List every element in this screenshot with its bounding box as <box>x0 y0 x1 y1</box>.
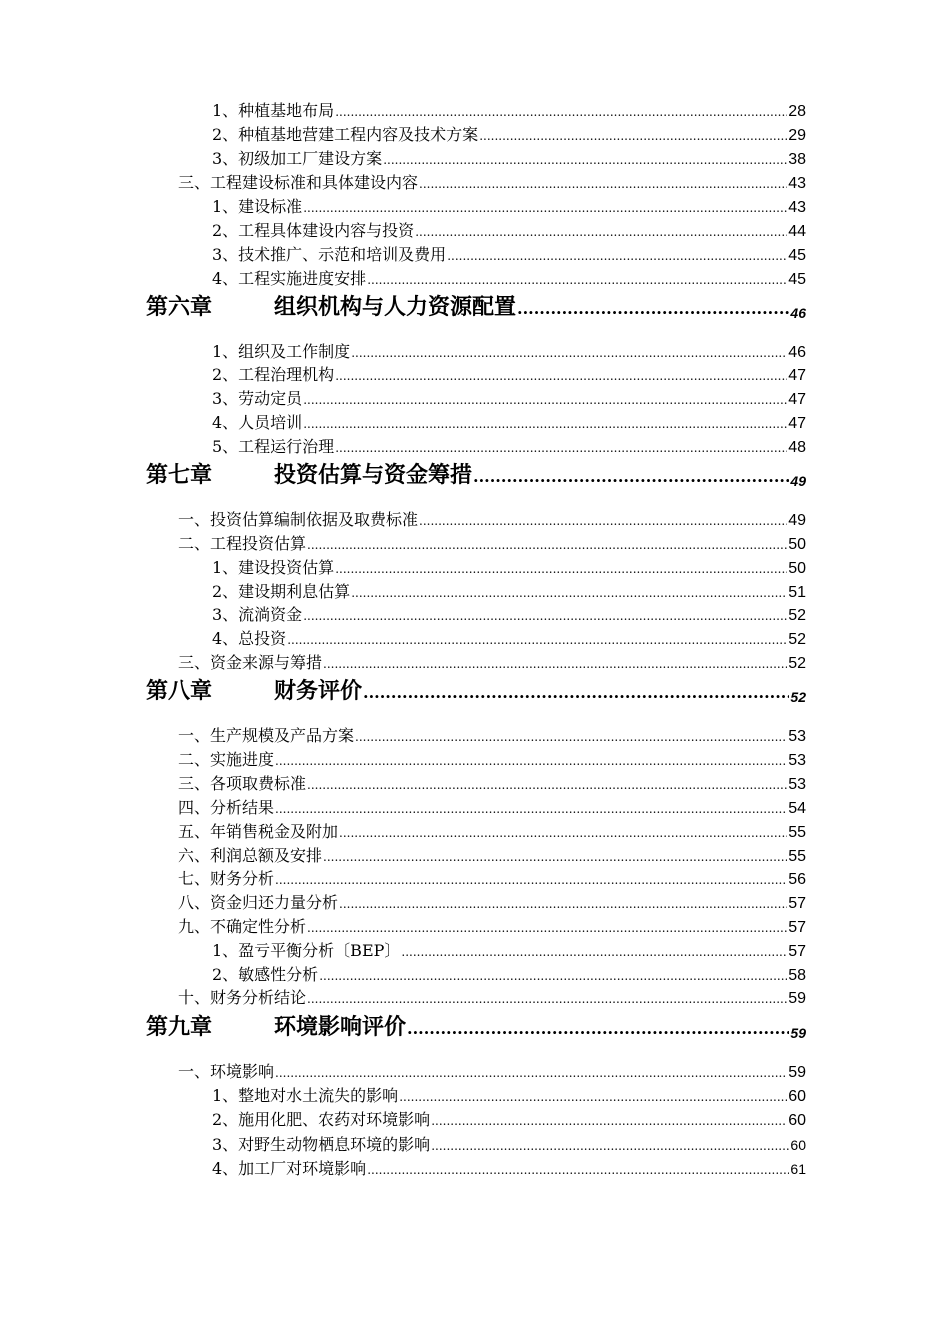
dot-leader <box>351 586 787 600</box>
toc-entry <box>212 98 806 122</box>
page-number: 57 <box>788 895 806 912</box>
dot-leader <box>339 826 787 840</box>
page-number: 56 <box>788 871 806 888</box>
page-number: 50 <box>788 536 806 553</box>
page-number: 52 <box>788 631 806 648</box>
page-number: 53 <box>788 728 806 745</box>
entry-label: 4、总投资 <box>212 629 287 648</box>
dot-leader <box>323 850 787 864</box>
dot-leader <box>363 683 789 702</box>
entry-label: 十、财务分析结论 <box>178 988 307 1007</box>
entry-label: 4、工程实施进度安排 <box>212 269 367 288</box>
chapter-number: 第六章 <box>146 295 213 320</box>
page-number: 55 <box>788 824 806 841</box>
toc-chapter-heading <box>146 674 806 708</box>
page-number: 45 <box>788 271 806 288</box>
entry-label: 2、工程具体建设内容与投资 <box>212 221 415 240</box>
entry-label: 3、对野生动物栖息环境的影响 <box>212 1135 431 1154</box>
dot-leader <box>335 105 787 119</box>
entry-label: 四、分析结果 <box>178 798 275 817</box>
page-number: 52 <box>790 689 806 705</box>
entry-label: 一、环境影响 <box>178 1062 275 1081</box>
entry-label: 六、利润总额及安排 <box>178 846 323 865</box>
toc-entry <box>212 1132 806 1156</box>
chapter-name: 组织机构与人力资源配置 <box>274 295 517 320</box>
page-number: 54 <box>788 800 806 817</box>
entry-label: 1、建设标准 <box>212 197 303 216</box>
dot-leader <box>303 393 787 407</box>
entry-label: 二、工程投资估算 <box>178 534 307 553</box>
entry-label: 八、资金归还力量分析 <box>178 893 339 912</box>
dot-leader <box>399 1090 787 1104</box>
toc-entry <box>212 1107 806 1131</box>
entry-label: 3、劳动定员 <box>212 389 303 408</box>
entry-label: 1、盈亏平衡分析〔BEP〕 <box>212 941 401 960</box>
dot-leader <box>367 273 787 287</box>
toc-entry <box>212 266 806 290</box>
toc-entry <box>212 938 806 962</box>
page-number: 50 <box>788 560 806 577</box>
dot-leader <box>275 754 787 768</box>
dot-leader <box>303 609 787 623</box>
page-number: 57 <box>788 919 806 936</box>
toc-entry <box>212 362 806 386</box>
entry-label: 一、投资估算编制依据及取费标准 <box>178 510 419 529</box>
toc-chapter-heading <box>146 458 806 492</box>
dot-leader <box>367 1163 789 1177</box>
toc-entry <box>178 747 806 771</box>
entry-label: 2、种植基地营建工程内容及技术方案 <box>212 125 479 144</box>
entry-label: 3、流淌资金 <box>212 605 303 624</box>
dot-leader <box>419 177 787 191</box>
entry-label: 2、工程治理机构 <box>212 365 335 384</box>
toc-entry <box>212 962 806 986</box>
page-number: 59 <box>788 1064 806 1081</box>
toc-entry <box>212 555 806 579</box>
toc-entry <box>212 626 806 650</box>
page-number: 49 <box>788 512 806 529</box>
dot-leader <box>473 467 789 486</box>
page-number: 45 <box>788 247 806 264</box>
dot-leader <box>307 778 787 792</box>
dot-leader <box>415 225 787 239</box>
toc-entry <box>212 602 806 626</box>
entry-label: 五、年销售税金及附加 <box>178 822 339 841</box>
entry-label: 1、种植基地布局 <box>212 101 335 120</box>
toc-entry <box>212 1156 806 1180</box>
dot-leader <box>335 369 787 383</box>
page-number: 51 <box>788 584 806 601</box>
page-number: 47 <box>788 391 806 408</box>
dot-leader <box>335 441 787 455</box>
chapter-name: 财务评价 <box>274 679 363 704</box>
entry-label: 2、敏感性分析 <box>212 965 319 984</box>
dot-leader <box>447 249 787 263</box>
toc-entry <box>178 795 806 819</box>
dot-leader <box>275 1066 787 1080</box>
dot-leader <box>431 1139 789 1153</box>
dot-leader <box>275 802 787 816</box>
entry-label: 5、工程运行治理 <box>212 437 335 456</box>
dot-leader <box>383 153 787 167</box>
toc-entry <box>212 579 806 603</box>
entry-label: 七、财务分析 <box>178 869 275 888</box>
entry-label: 2、建设期利息估算 <box>212 582 351 601</box>
toc-entry <box>178 170 806 194</box>
entry-label: 1、组织及工作制度 <box>212 342 351 361</box>
toc-entry <box>212 386 806 410</box>
page-number: 44 <box>788 223 806 240</box>
dot-leader <box>307 538 787 552</box>
dot-leader <box>355 730 787 744</box>
toc-chapter-heading <box>146 290 806 324</box>
page-number: 60 <box>788 1088 806 1105</box>
page-number: 49 <box>790 473 806 489</box>
dot-leader <box>335 562 787 576</box>
chapter-title <box>146 458 472 489</box>
dot-leader <box>419 514 787 528</box>
dot-leader <box>339 897 787 911</box>
toc-entry <box>178 985 806 1009</box>
toc-entry <box>178 771 806 795</box>
page-number: 57 <box>788 943 806 960</box>
entry-label: 三、各项取费标准 <box>178 774 307 793</box>
chapter-title <box>146 674 362 705</box>
dot-leader <box>431 1114 787 1128</box>
dot-leader <box>307 992 787 1006</box>
page-number: 29 <box>788 127 806 144</box>
entry-label: 3、技术推广、示范和培训及费用 <box>212 245 447 264</box>
toc-entry <box>178 650 806 674</box>
page-number: 48 <box>788 439 806 456</box>
dot-leader <box>517 299 789 318</box>
page-number: 28 <box>788 103 806 120</box>
entry-label: 4、加工厂对环境影响 <box>212 1159 367 1178</box>
toc-entry <box>178 914 806 938</box>
chapter-name: 投资估算与资金筹措 <box>274 463 473 488</box>
dot-leader <box>401 945 787 959</box>
dot-leader <box>307 921 787 935</box>
toc-entry <box>178 507 806 531</box>
chapter-title <box>146 1010 406 1041</box>
toc-entry <box>178 531 806 555</box>
dot-leader <box>275 873 787 887</box>
page-number: 59 <box>790 1025 806 1041</box>
page-number: 60 <box>788 1112 806 1129</box>
toc-entry <box>212 434 806 458</box>
entry-label: 三、资金来源与筹措 <box>178 653 323 672</box>
entry-label: 1、建设投资估算 <box>212 558 335 577</box>
chapter-number: 第九章 <box>146 1015 213 1040</box>
entry-label: 2、施用化肥、农药对环境影响 <box>212 1110 431 1129</box>
page-number: 55 <box>788 848 806 865</box>
toc-entry <box>212 339 806 363</box>
chapter-name: 环境影响评价 <box>274 1015 407 1040</box>
chapter-number: 第七章 <box>146 463 213 488</box>
dot-leader <box>303 417 787 431</box>
page-number: 58 <box>788 967 806 984</box>
toc-entry <box>212 146 806 170</box>
page-number: 46 <box>790 305 806 321</box>
entry-label: 九、不确定性分析 <box>178 917 307 936</box>
chapter-title <box>146 290 516 321</box>
dot-leader <box>287 633 787 647</box>
page-number: 43 <box>788 199 806 216</box>
entry-label: 1、整地对水土流失的影响 <box>212 1086 399 1105</box>
toc-entry <box>212 242 806 266</box>
entry-label: 三、工程建设标准和具体建设内容 <box>178 173 419 192</box>
page-number: 52 <box>788 655 806 672</box>
dot-leader <box>351 346 787 360</box>
toc-entry <box>178 890 806 914</box>
toc-entry <box>212 1083 806 1107</box>
page-number: 47 <box>788 415 806 432</box>
chapter-number: 第八章 <box>146 679 213 704</box>
page-number: 53 <box>788 752 806 769</box>
page-number: 38 <box>788 151 806 168</box>
toc-entry <box>178 1059 806 1083</box>
dot-leader <box>479 129 787 143</box>
page-number: 60 <box>790 1137 806 1153</box>
toc-entry <box>212 218 806 242</box>
page-number: 59 <box>788 990 806 1007</box>
toc-entry <box>178 723 806 747</box>
dot-leader <box>319 969 787 983</box>
toc-entry <box>178 819 806 843</box>
dot-leader <box>323 657 787 671</box>
toc-entry <box>212 194 806 218</box>
page-number: 61 <box>790 1161 806 1177</box>
page-number: 43 <box>788 175 806 192</box>
toc-entry <box>178 843 806 867</box>
entry-label: 4、人员培训 <box>212 413 303 432</box>
toc-entry <box>178 866 806 890</box>
page-number: 46 <box>788 344 806 361</box>
entry-label: 一、生产规模及产品方案 <box>178 726 355 745</box>
entry-label: 3、初级加工厂建设方案 <box>212 149 383 168</box>
dot-leader <box>303 201 787 215</box>
page-number: 47 <box>788 367 806 384</box>
page-number: 53 <box>788 776 806 793</box>
dot-leader <box>407 1019 789 1038</box>
toc-chapter-heading <box>146 1010 806 1044</box>
toc-entry <box>212 410 806 434</box>
entry-label: 二、实施进度 <box>178 750 275 769</box>
page-number: 52 <box>788 607 806 624</box>
toc-entry <box>212 122 806 146</box>
